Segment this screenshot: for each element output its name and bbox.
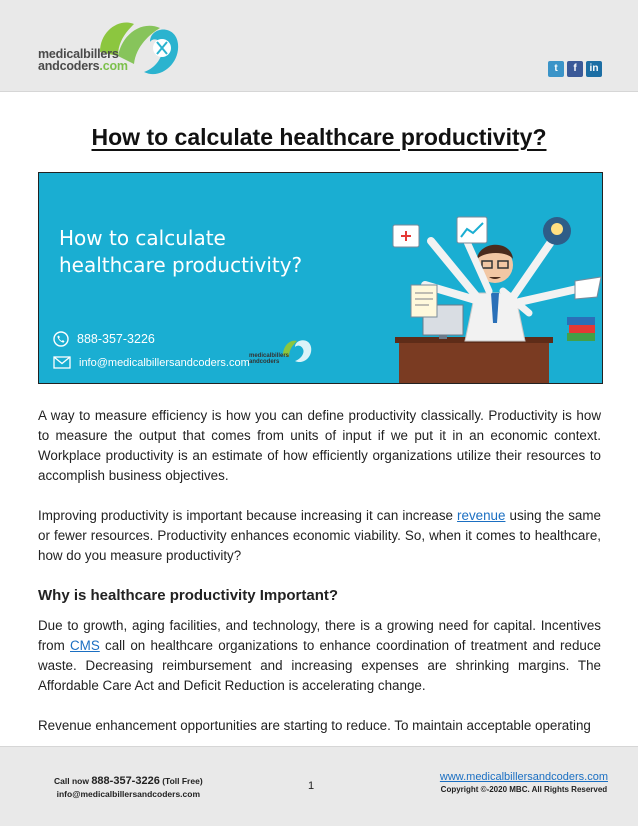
facebook-icon[interactable]: f bbox=[567, 61, 583, 77]
paragraph-growth bbox=[38, 616, 601, 696]
footer-call-prefix: Call now bbox=[54, 776, 92, 786]
linkedin-icon[interactable]: in bbox=[586, 61, 602, 77]
page-footer bbox=[0, 746, 638, 826]
paragraph-growth-text-b: call on healthcare organizations to enhance coordination of treatment and reduce waste. Decreasing reimbursement and increasing expenses are shrinking margins. The Affordable Care Act and Deficit Reduction is accelerating change. bbox=[38, 638, 601, 693]
envelope-icon bbox=[53, 356, 71, 369]
cms-link[interactable]: CMS bbox=[70, 638, 100, 653]
footer-site bbox=[440, 771, 608, 794]
multitasking-doctor-illustration bbox=[339, 173, 603, 384]
banner-phone-number: 888-357-3226 bbox=[77, 332, 155, 346]
logo-line2: andcoders bbox=[38, 59, 100, 73]
logo-suffix: .com bbox=[99, 59, 128, 73]
footer-contact bbox=[54, 775, 203, 801]
phone-icon bbox=[53, 331, 69, 347]
banner-email-address: info@medicalbillersandcoders.com bbox=[79, 356, 250, 369]
footer-phone: 888-357-3226 bbox=[91, 775, 160, 787]
footer-call-suffix: (Toll Free) bbox=[159, 776, 203, 786]
banner-logo-text bbox=[249, 353, 289, 365]
revenue-link[interactable]: revenue bbox=[457, 508, 506, 523]
banner-logo-line2: andcoders bbox=[249, 359, 280, 365]
twitter-icon[interactable]: t bbox=[548, 61, 564, 77]
footer-website-link[interactable]: www.medicalbillersandcoders.com bbox=[439, 771, 608, 783]
banner-headline bbox=[59, 225, 302, 279]
footer-email: info@medicalbillersandcoders.com bbox=[56, 789, 201, 799]
paragraph-improving-text-b: using the same or fewer resources. Productivity enhances economic viability. So, when it comes to healthcare, how do you measure productivity? bbox=[38, 508, 601, 563]
section-heading: Why is healthcare productivity Important? bbox=[38, 587, 339, 604]
paragraph-improving bbox=[38, 506, 601, 566]
page-header bbox=[0, 0, 638, 92]
article-body bbox=[38, 406, 601, 756]
hero-banner bbox=[38, 172, 603, 384]
footer-copyright: Copyright ©-2020 MBC. All Rights Reserved bbox=[440, 785, 608, 794]
banner-logo-line1: medicalbillers bbox=[249, 353, 290, 359]
page-number: 1 bbox=[308, 780, 315, 792]
banner-phone bbox=[53, 331, 155, 347]
logo-wordmark[interactable] bbox=[38, 48, 128, 72]
banner-headline-line1: How to calculate bbox=[59, 226, 226, 250]
paragraph-revenue: Revenue enhancement opportunities are starting to reduce. To maintain acceptable operating bbox=[38, 718, 591, 733]
logo-line1: medicalbillers bbox=[38, 47, 119, 61]
social-links bbox=[548, 61, 602, 77]
banner-headline-line2: healthcare productivity? bbox=[59, 253, 303, 277]
paragraph-intro: A way to measure efficiency is how you can define productivity classically. Productivity is how to measure the output that comes from units of input if we put it in an economic context. Workplace productivity is an estimate of how efficiently organizations utilize their resources to accomplish business objectives. bbox=[38, 408, 601, 483]
paragraph-growth-text-a: Due to growth, aging facilities, and technology, there is a growing need for capital. Incentives from bbox=[38, 618, 601, 653]
banner-email bbox=[53, 356, 250, 369]
page-title: How to calculate healthcare productivity? bbox=[91, 124, 547, 150]
paragraph-improving-text-a: Improving productivity is important because increasing it can increase bbox=[38, 508, 458, 523]
